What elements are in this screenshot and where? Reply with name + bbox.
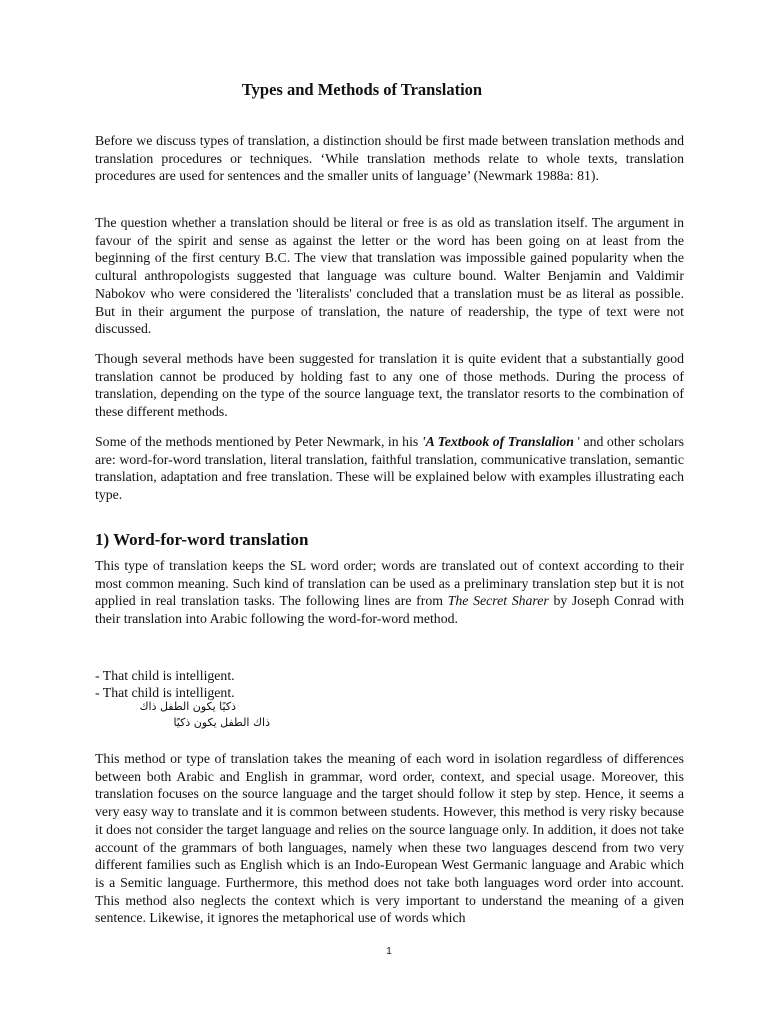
intro-paragraph-3: Though several methods have been suggested for translation it is quite evident that a substantially good translation cannot be produced by holding fast to any one of those methods. During the process of translation, depending on the type of the source language text, the translator resorts to the combination of these different methods. [95, 351, 684, 420]
intro-paragraph-1: Before we discuss types of translation, a distinction should be first made between translation methods and translation procedures or techniques. ‘While translation methods relate to whole texts, translation procedures are used for sentences and the smaller units of language’ (Newmark 1988a: 81). [95, 133, 684, 184]
section1-paragraph-2: This method or type of translation takes the meaning of each word in isolation regardless of differences between both Arabic and English in grammar, word order, context, and special usage. Moreover, this translation focuses on the source language and the target should follow it step by step. Hence, it seems a very easy way to translate and it is common between students. However, this method is very risky because it does not consider the target language and relies on the source language only. In addition, it does not take account of the grammars of both languages, namely when these two languages descend from two very different families such as English which is an Indo-European West Germanic language and Arabic which is a Semitic language. Furthermore, this method does not take both languages word order into account. This method also neglects the context which is very important to understand the meaning of a given sentence. Likewise, it ignores the metaphorical use of words which [95, 751, 684, 926]
intro-paragraph-4-text-start: Some of the methods mentioned by Peter Newmark, in his [95, 434, 422, 449]
intro-paragraph-4-text-end: ' and other scholars are: word-for-word translation, literal translation, faithful translation, communicative translation, semantic translation, adaptation and free translation. These will be explained below with examples illustrating each type. [95, 434, 685, 503]
section1-paragraph-1-text-end: by Joseph Conrad with their translation into Arabic following the word-for-word method. [95, 593, 684, 627]
arabic-translation-line-1: ذكيًا يكون الطفل ذاك [139, 700, 236, 713]
intro-paragraph-4 [95, 433, 684, 504]
book-title-textbook: 'A Textbook of Translalion [421, 434, 574, 449]
example-line-1: - That child is intelligent. [95, 668, 235, 683]
example-line-2: - That child is intelligent. [95, 685, 235, 700]
section1-paragraph-1-text-start: This type of translation keeps the SL word order; words are translated out of context according to their most common meaning. Such kind of translation can be used as a preliminary translation step but it is not applied in real translation tasks. The following lines are from [95, 558, 684, 609]
section-heading-word-for-word: 1) Word-for-word translation [95, 530, 309, 549]
arabic-translation-line-2: ذاك الطفل يكون ذكيًا [173, 716, 270, 729]
book-title-secret-sharer: The Secret Sharer [447, 593, 549, 609]
page-number: 1 [386, 946, 392, 957]
section1-paragraph-1 [95, 557, 684, 628]
document-title: Types and Methods of Translation [241, 80, 483, 99]
intro-paragraph-2: The question whether a translation should be literal or free is as old as translation itself. The argument in favour of the spirit and sense as against the letter or the word has been going on at least from the beginning of the first century B.C. The view that translation was impossible gained popularity when the cultural anthropologists suggested that language was culture bound. Walter Benjamin and Valdimir Nabokov who were considered the 'literalists' concluded that a translation must be as literal as possible. But in their argument the purpose of translation, the nature of readership, the type of text were not discussed. [95, 215, 684, 337]
